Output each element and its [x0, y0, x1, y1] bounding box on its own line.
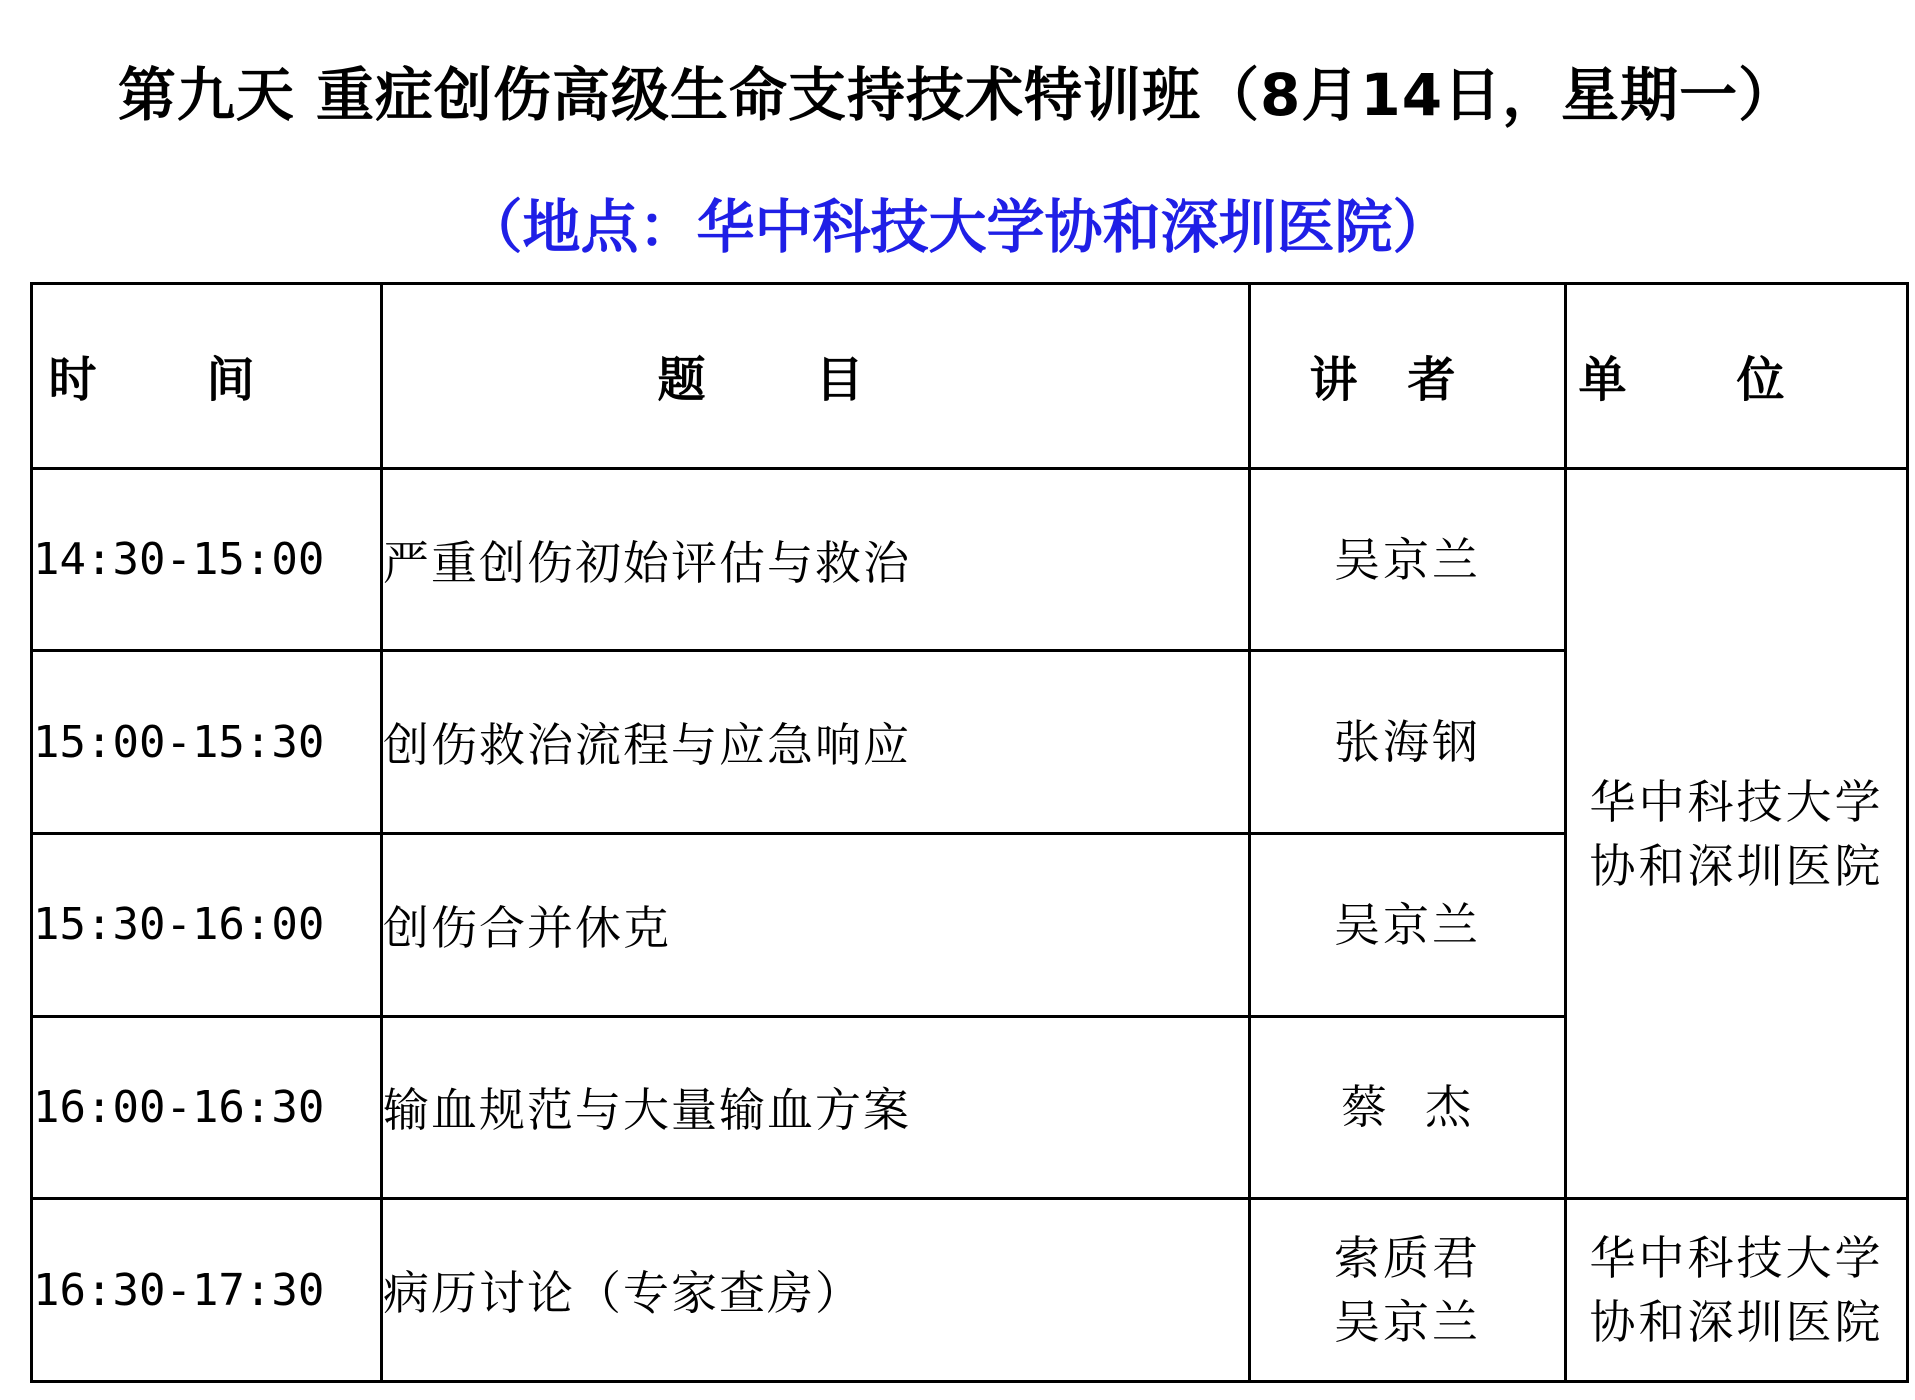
time-cell: 15:00-15:30 — [32, 651, 382, 834]
table-header-row — [32, 284, 1908, 469]
time-cell: 15:30-16:00 — [32, 834, 382, 1017]
speaker-name: 索质君 — [1334, 1231, 1481, 1286]
speaker-cell: 吴京兰 — [1250, 468, 1566, 651]
speaker-cell: 蔡 杰 — [1250, 1016, 1566, 1199]
speaker-cell: 吴京兰 — [1250, 834, 1566, 1017]
time-cell: 16:30-17:30 — [32, 1199, 382, 1382]
speaker-cell — [1250, 1199, 1566, 1382]
unit-cell: 华中科技大学协和深圳医院 — [1566, 1199, 1908, 1382]
page-title: 第九天 重症创伤高级生命支持技术特训班（8月14日，星期一） — [117, 61, 1798, 129]
topic-cell: 创伤合并休克 — [382, 834, 1250, 1017]
schedule-table — [30, 282, 1909, 1383]
speaker-name: 吴京兰 — [1334, 1295, 1481, 1350]
header-topic: 题目 — [382, 284, 1250, 469]
time-cell: 16:00-16:30 — [32, 1016, 382, 1199]
header-unit: 单位 — [1566, 284, 1908, 469]
speaker-cell: 张海钢 — [1250, 651, 1566, 834]
table-row — [32, 468, 1908, 651]
topic-cell: 创伤救治流程与应急响应 — [382, 651, 1250, 834]
header-speaker: 讲者 — [1250, 284, 1566, 469]
header-time: 时间 — [32, 284, 382, 469]
location-subtitle: （地点：华中科技大学协和深圳医院） — [464, 193, 1451, 261]
topic-cell: 严重创伤初始评估与救治 — [382, 468, 1250, 651]
topic-cell: 病历讨论（专家查房） — [382, 1199, 1250, 1382]
table-row — [32, 1199, 1908, 1382]
unit-cell: 华中科技大学协和深圳医院 — [1566, 468, 1908, 1199]
topic-cell: 输血规范与大量输血方案 — [382, 1016, 1250, 1199]
time-cell: 14:30-15:00 — [32, 468, 382, 651]
